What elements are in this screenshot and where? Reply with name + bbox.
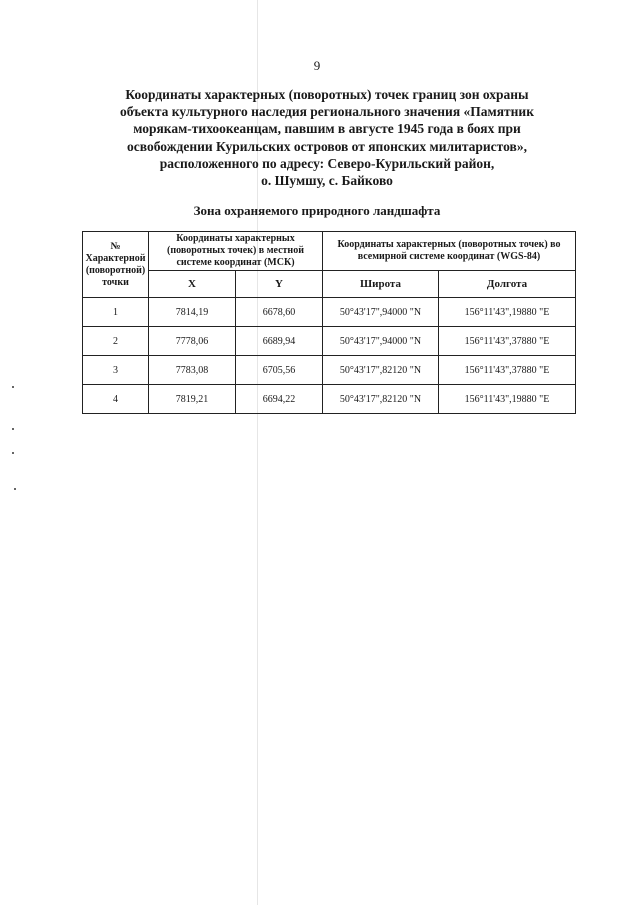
table-row xyxy=(83,298,576,327)
page-number: 9 xyxy=(313,58,321,73)
cell-x: 7783,08 xyxy=(149,356,236,385)
cell-y: 6694,22 xyxy=(236,385,323,414)
section-subtitle: Зона охраняемого природного ландшафта xyxy=(193,203,441,218)
header-latitude: Широта xyxy=(323,271,439,298)
header-y: Y xyxy=(236,271,323,298)
cell-latitude: 50°43'17",94000 "N xyxy=(323,327,439,356)
table-row xyxy=(83,327,576,356)
header-wgs84-coordinates: Координаты характерных (поворотных точек) во всемирной системе координат (WGS-84) xyxy=(323,232,576,271)
header-longitude: Долгота xyxy=(439,271,576,298)
cell-longitude: 156°11'43",37880 "E xyxy=(439,327,576,356)
scan-artifact-dot xyxy=(12,452,14,454)
table-header-row xyxy=(83,232,576,271)
cell-x: 7819,21 xyxy=(149,385,236,414)
cell-latitude: 50°43'17",82120 "N xyxy=(323,356,439,385)
title-line: Координаты характерных (поворотных) точек границ зон охраны xyxy=(125,87,529,102)
title-line: расположенного по адресу: Северо-Курильский район, xyxy=(159,155,495,171)
scan-artifact-dot xyxy=(12,386,14,388)
cell-latitude: 50°43'17",94000 "N xyxy=(323,298,439,327)
cell-longitude: 156°11'43",37880 "E xyxy=(439,356,576,385)
title-line: освобождении Курильских островов от японских милитаристов», xyxy=(127,138,527,154)
table-subheader-row xyxy=(83,271,576,298)
cell-x: 7814,19 xyxy=(149,298,236,327)
cell-y: 6705,56 xyxy=(236,356,323,385)
cell-x: 7778,06 xyxy=(149,327,236,356)
header-x: X xyxy=(149,271,236,298)
scan-artifact-dot xyxy=(14,488,16,490)
cell-point-number: 3 xyxy=(83,356,149,385)
cell-longitude: 156°11'43",19880 "E xyxy=(439,298,576,327)
title-line: о. Шумшу, с. Байково xyxy=(261,173,393,189)
cell-point-number: 2 xyxy=(83,327,149,356)
scan-artifact-dot xyxy=(12,428,14,430)
header-local-coordinates: Координаты характерных (поворотных точек) в местной системе координат (МСК) xyxy=(149,232,323,271)
title-line: морякам-тихоокеанцам, павшим в августе 1945 года в боях при xyxy=(133,121,521,137)
cell-y: 6689,94 xyxy=(236,327,323,356)
table-row xyxy=(83,356,576,385)
cell-latitude: 50°43'17",82120 "N xyxy=(323,385,439,414)
cell-y: 6678,60 xyxy=(236,298,323,327)
table-row xyxy=(83,385,576,414)
header-point-number: № Характерной (поворотной) точки xyxy=(83,232,149,298)
cell-point-number: 4 xyxy=(83,385,149,414)
cell-point-number: 1 xyxy=(83,298,149,327)
title-line: объекта культурного наследия регионального значения «Памятник xyxy=(120,104,534,120)
cell-longitude: 156°11'43",19880 "E xyxy=(439,385,576,414)
document-title xyxy=(92,86,562,189)
coordinates-table xyxy=(82,231,576,414)
